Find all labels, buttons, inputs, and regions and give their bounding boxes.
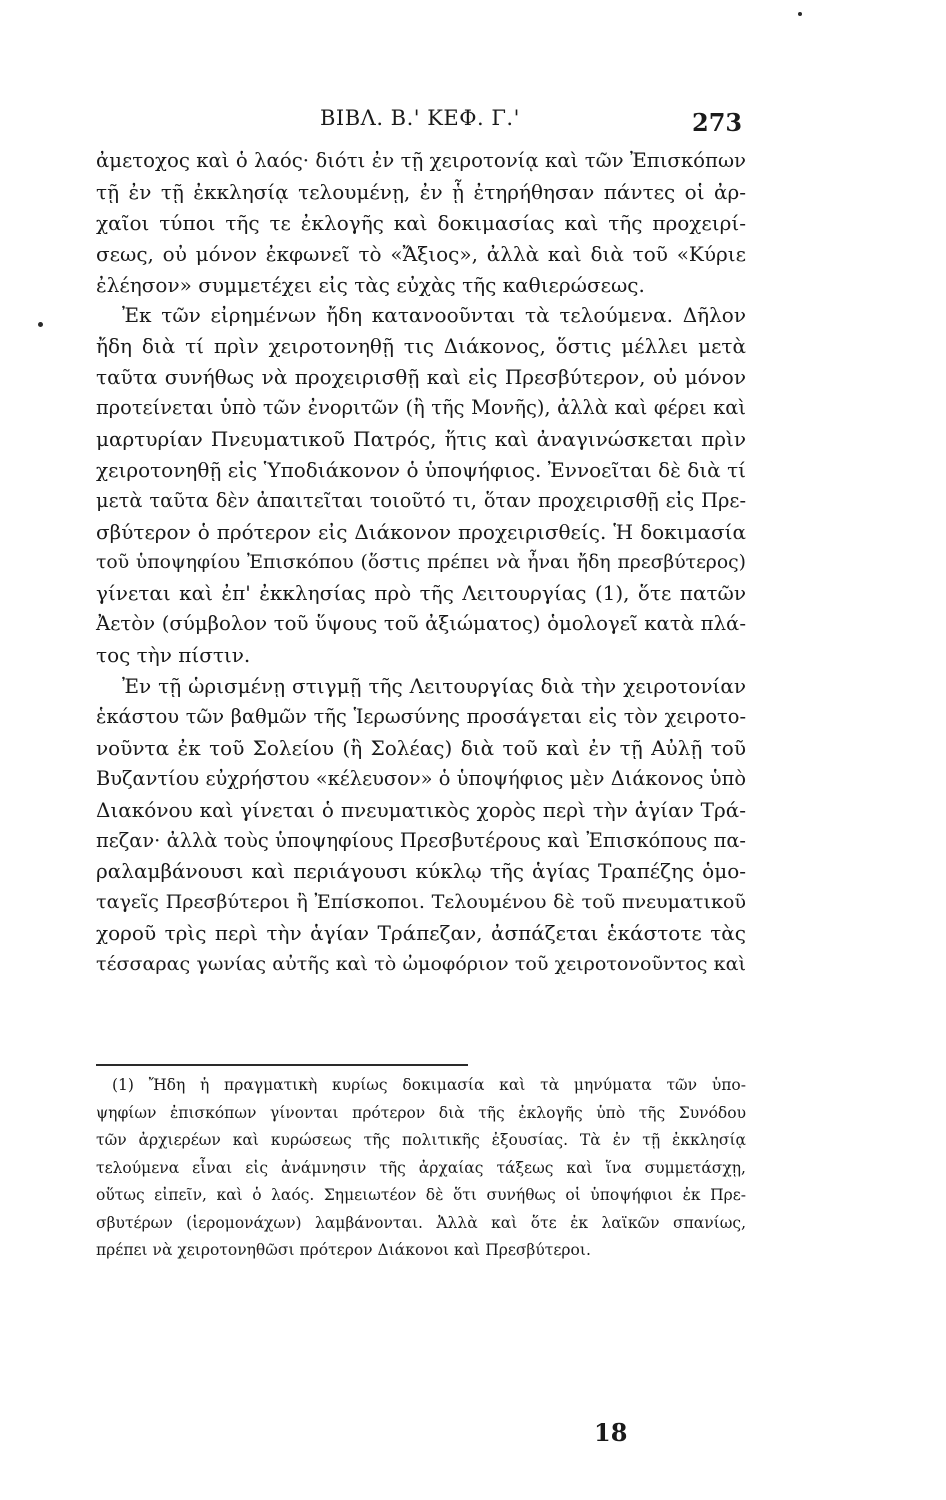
body-line: ταγεῖς Πρεσβύτεροι ἢ Ἐπίσκοποι. Τελουμένου δὲ τοῦ πνευματικοῦ <box>96 890 746 914</box>
body-line: μαρτυρίαν Πνευματικοῦ Πατρός, ἥτις καὶ ἀναγινώσκεται πρὶν <box>96 427 746 452</box>
body-line: ἤδη διὰ τί πρὶν χειροτονηθῇ τις Διάκονος, ὅστις μέλλει μετὰ <box>96 334 746 359</box>
footnote-line: σβυτέρων (ἱερομονάχων) λαμβάνονται. Ἀλλὰ καὶ ὅτε ἐκ λαϊκῶν σπανίως, <box>96 1213 746 1232</box>
body-line: χειροτονηθῇ εἰς Ὑποδιάκονον ὁ ὑποψήφιος. Ἐννοεῖται δὲ διὰ τί <box>96 457 746 482</box>
body-line: τοῦ ὑποψηφίου Ἐπισκόπου (ὅστις πρέπει νὰ ἦναι ἤδη πρεσβύτερος) <box>96 551 746 573</box>
footnote-rule <box>96 1064 468 1066</box>
footnote-line: ψηφίων ἐπισκόπων γίνονται πρότερον διὰ τῆς ἐκλογῆς ὑπὸ τῆς Συνόδου <box>96 1103 746 1122</box>
body-line: προτείνεται ὑπὸ τῶν ἐνοριτῶν (ἢ τῆς Μονῆς), ἀλλὰ καὶ φέρει καὶ <box>96 396 746 420</box>
body-line: Ἀετὸν (σύμβολον τοῦ ὕψους τοῦ ἀξιώματος) ὁμολογεῖ κατὰ πλά- <box>96 612 746 636</box>
body-line: ἐλέησον» συμμετέχει εἰς τὰς εὐχὰς τῆς καθιερώσεως. <box>96 272 645 297</box>
page-header <box>0 100 946 140</box>
body-line: τῇ ἐν τῇ ἐκκλησίᾳ τελουμένῃ, ἐν ᾗ ἐτηρήθησαν πάντες οἱ ἀρ- <box>96 179 746 204</box>
body-line: χαῖοι τύποι τῆς τε ἐκλογῆς καὶ δοκιμασίας καὶ τῆς προχειρί- <box>96 210 746 235</box>
body-line: σεως, οὐ μόνον ἐκφωνεῖ τὸ «Ἄξιος», ἀλλὰ καὶ διὰ τοῦ «Κύριε <box>96 241 746 266</box>
footnote-line: πρέπει νὰ χειροτονηθῶσι πρότερον Διάκονοι καὶ Πρεσβύτεροι. <box>96 1241 591 1259</box>
running-head: ΒΙΒΛ. Β.' ΚΕΦ. Γ.' <box>320 106 520 130</box>
footnote-line: τῶν ἀρχιερέων καὶ κυρώσεως τῆς πολιτικῆς ἐξουσίας. Τὰ ἐν τῇ ἐκκλησίᾳ <box>96 1131 746 1149</box>
body-line: μετὰ ταῦτα δὲν ἀπαιτεῖται τοιοῦτό τι, ὅταν προχειρισθῇ εἰς Πρε- <box>96 488 746 512</box>
body-line: χοροῦ τρὶς περὶ τὴν ἁγίαν Τράπεζαν, ἀσπάζεται ἑκάστοτε τὰς <box>96 921 746 946</box>
body-line: Βυζαντίου εὐχρήστου «κέλευσον» ὁ ὑποψήφιος μὲν Διάκονος ὑπὸ <box>96 766 746 790</box>
footnote-line: οὕτως εἰπεῖν, καὶ ὁ λαός. Σημειωτέον δὲ ὅτι συνήθως οἱ ὑποψήφιοι ἐκ Πρε- <box>96 1186 746 1204</box>
body-line: Διακόνου καὶ γίνεται ὁ πνευματικὸς χορὸς περὶ τὴν ἁγίαν Τρά- <box>96 797 746 822</box>
body-line: γίνεται καὶ ἐπ' ἐκκλησίας πρὸ τῆς Λειτουργίας (1), ὅτε πατῶν <box>96 581 746 606</box>
body-line: ἀμετοχος καὶ ὁ λαός· διότι ἐν τῇ χειροτονίᾳ καὶ τῶν Ἐπισκόπων <box>96 149 746 172</box>
scan-speck <box>38 322 43 327</box>
footnotes <box>96 1072 746 1265</box>
body-line: ραλαμβάνουσι καὶ περιάγουσι κύκλῳ τῆς ἁγίας Τραπέζης ὁμο- <box>96 859 746 884</box>
body-text <box>96 146 746 980</box>
footnote-line: τελούμενα εἶναι εἰς ἀνάμνησιν τῆς ἀρχαίας τάξεως καὶ ἵνα συμμετάσχῃ, <box>96 1158 746 1177</box>
body-line: ταῦτα συνήθως νὰ προχειρισθῇ καὶ εἰς Πρεσβύτερον, οὐ μόνον <box>96 365 746 390</box>
signature-mark: 18 <box>594 1418 628 1447</box>
body-line: Ἐν τῇ ὡρισμένῃ στιγμῇ τῆς Λειτουργίας διὰ τὴν χειροτονίαν <box>122 674 746 699</box>
footnote-line: (1) Ἤδη ἡ πραγματικὴ κυρίως δοκιμασία καὶ τὰ μηνύματα τῶν ὑπο- <box>112 1076 746 1094</box>
body-line: ἑκάστου τῶν βαθμῶν τῆς Ἱερωσύνης προσάγεται εἰς τὸν χειροτο- <box>96 705 746 729</box>
body-line: τέσσαρας γωνίας αὐτῆς καὶ τὸ ὠμοφόριον τοῦ χειροτονοῦντος καὶ <box>96 952 746 976</box>
page-number: 273 <box>692 108 743 137</box>
body-line: πεζαν· ἀλλὰ τοὺς ὑποψηφίους Πρεσβυτέρους καὶ Ἐπισκόπους πα- <box>96 828 746 852</box>
body-line: νοῦντα ἐκ τοῦ Σολείου (ἢ Σολέας) διὰ τοῦ καὶ ἐν τῇ Αὐλῇ τοῦ <box>96 735 746 760</box>
body-line: σβύτερον ὁ πρότερον εἰς Διάκονον προχειρισθείς. Ἡ δοκιμασία <box>96 519 746 544</box>
scan-speck <box>798 12 802 16</box>
body-line: Ἐκ τῶν εἰρημένων ἤδη κατανοοῦνται τὰ τελούμενα. Δῆλον <box>122 303 746 328</box>
body-line: τος τὴν πίστιν. <box>96 643 251 668</box>
